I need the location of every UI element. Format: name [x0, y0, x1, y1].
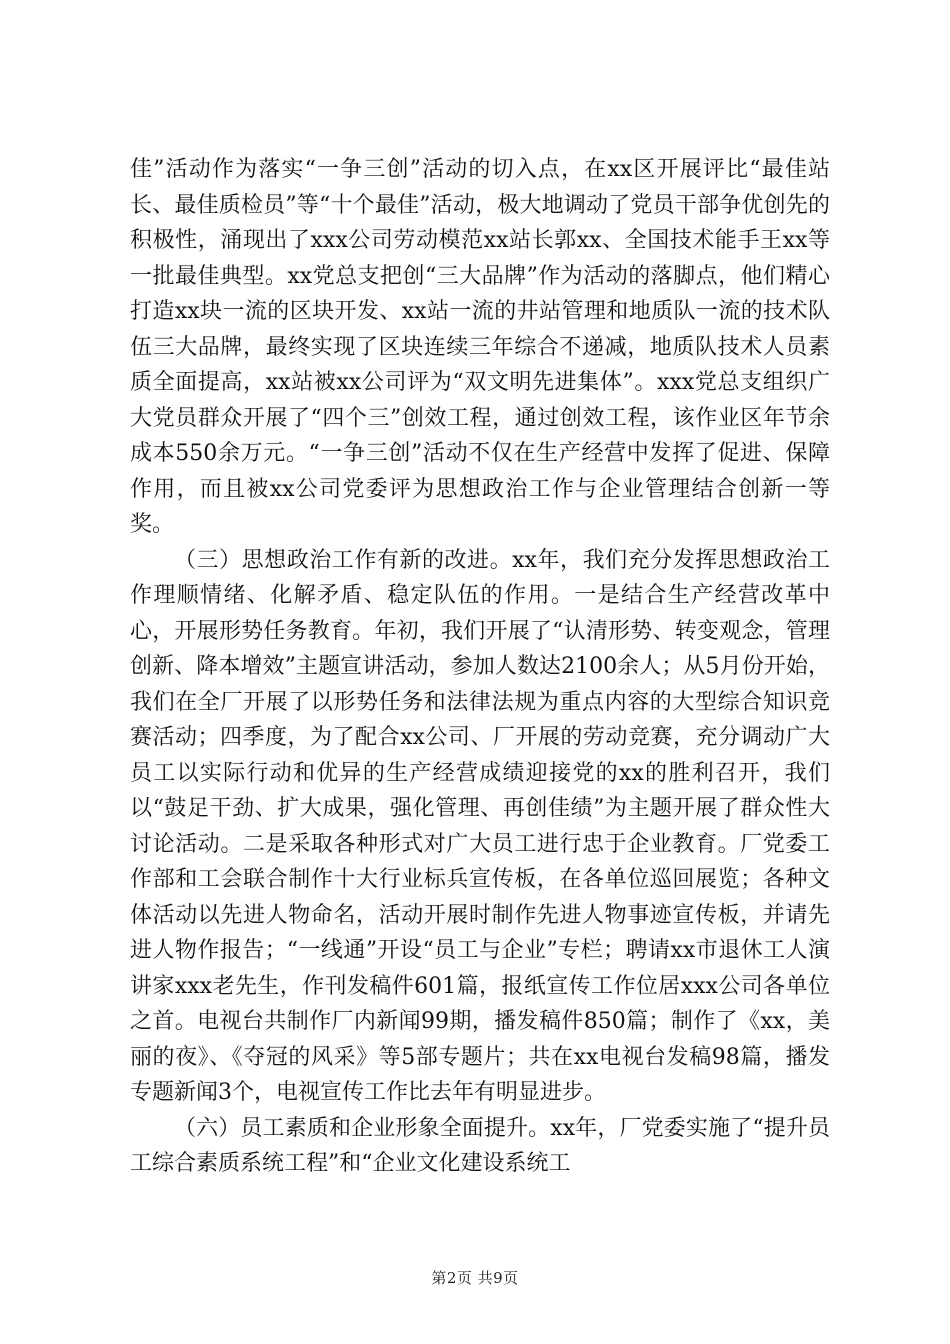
paragraph-section-three: （三）思想政治工作有新的改进。xx年，我们充分发挥思想政治工作理顺情绪、化解矛盾、稳定队伍的作用。一是结合生产经营改革中心，开展形势任务教育。年初，我们开展了“认清形势、转变观念，管理创新、降本增效”主题宣讲活动，参加人数达2100余人；从5月份开始，我们在全厂开展了以形势任务和法律法规为重点内容的大型综合知识竞赛活动；四季度，为了配合xx公司、厂开展的劳动竞赛，充分调动广大员工以实际行动和优异的生产经营成绩迎接党的xx的胜利召开，我们以“鼓足干劲、扩大成果，强化管理、再创佳绩”为主题开展了群众性大讨论活动。二是采取各种形式对广大员工进行忠于企业教育。厂党委工作部和工会联合制作十大行业标兵宣传板，在各单位巡回展览；各种文体活动以先进人物命名，活动开展时制作先进人物事迹宣传板，并请先进人物作报告；“一线通”开设“员工与企业”专栏；聘请xx市退休工人演讲家xxx老先生，作刊发稿件601篇，报纸宣传工作位居xxx公司各单位之首。电视台共制作厂内新闻99期，播发稿件850篇；制作了《xx，美丽的夜》、《夺冠的风采》等5部专题片；共在xx电视台发稿98篇，播发专题新闻3个，电视宣传工作比去年有明显进步。: [130, 547, 830, 1105]
paragraph-section-six: （六）员工素质和企业形象全面提升。xx年，厂党委实施了“提升员工综合素质系统工程”和“企业文化建设系统工: [130, 1115, 830, 1176]
page-footer: 第2页 共9页: [431, 1269, 519, 1287]
document-body: [130, 152, 830, 1182]
paragraph-continued: 佳”活动作为落实“一争三创”活动的切入点，在xx区开展评比“最佳站长、最佳质检员”等“十个最佳”活动，极大地调动了党员干部争优创先的积极性，涌现出了xxx公司劳动模范xx站长郭xx、全国技术能手王xx等一批最佳典型。xx党总支把创“三大品牌”作为活动的落脚点，他们精心打造xx块一流的区块开发、xx站一流的井站管理和地质队一流的技术队伍三大品牌，最终实现了区块连续三年综合不递减，地质队技术人员素质全面提高，xx站被xx公司评为“双文明先进集体”。xxx党总支组织广大党员群众开展了“四个三”创效工程，通过创效工程，该作业区年节余成本550余万元。“一争三创”活动不仅在生产经营中发挥了促进、保障作用，而且被xx公司党委评为思想政治工作与企业管理结合创新一等奖。: [130, 157, 830, 537]
